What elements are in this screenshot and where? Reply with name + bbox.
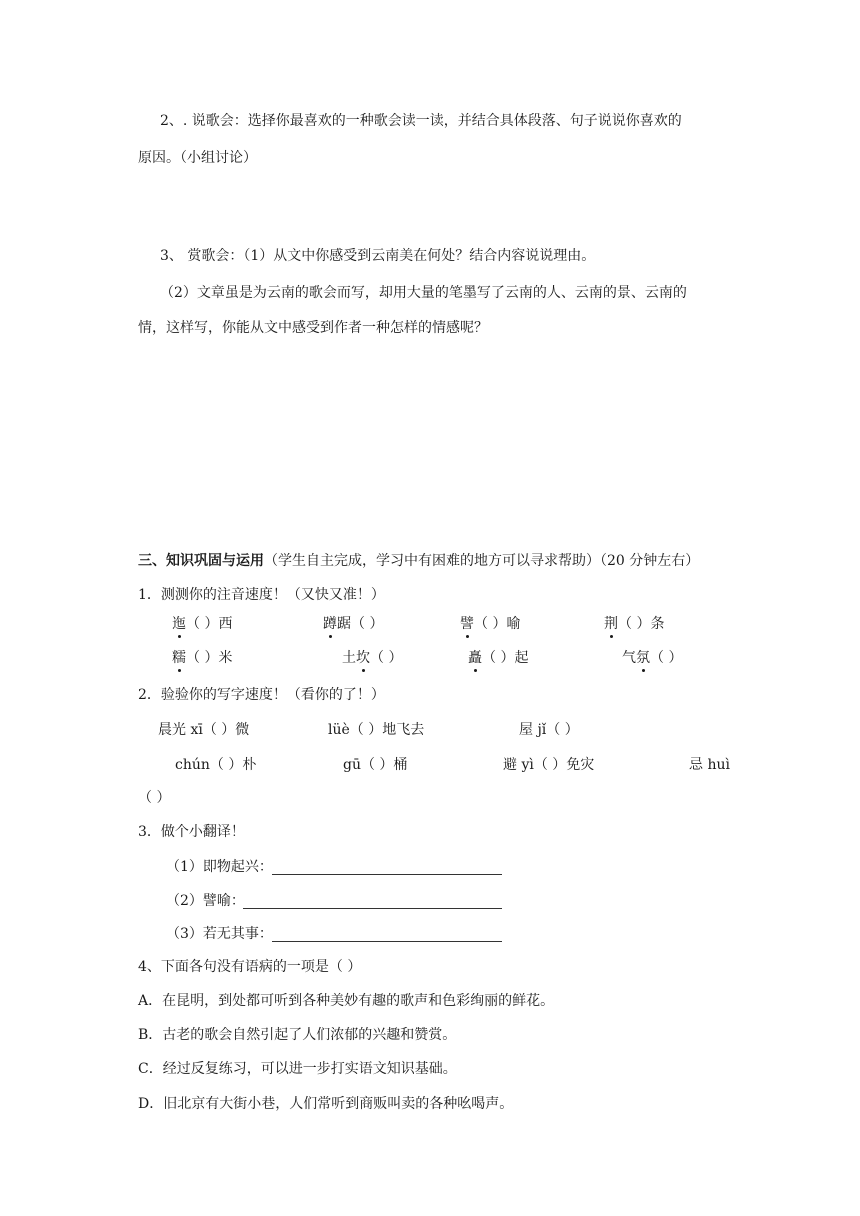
q3-item-1: （1）即物起兴： — [166, 859, 273, 875]
q1-row2-item-3 — [468, 648, 528, 668]
q1-row2-item-4: 气氛（ ） — [622, 650, 683, 666]
q1-row1-char-2: 蹲 — [323, 616, 337, 632]
section-3-heading — [138, 551, 699, 571]
q2-line-1: 2、. 说歌会：选择你最喜欢的一种歌会读一读，并结合具体段落、句子说说你喜欢的 — [160, 113, 682, 129]
q4-option-b: B．古老的歌会自然引起了人们浓郁的兴趣和赞赏。 — [138, 1027, 457, 1043]
q3-item-3: （3）若无其事： — [166, 926, 273, 942]
q1-row2-char-4: 氛 — [636, 650, 650, 666]
q1-row1-blank-2: 踞（ ） — [337, 616, 384, 632]
q1-row1-item-2 — [323, 614, 383, 634]
q1-row2-blank-1: （ ）米 — [186, 650, 233, 666]
q2-row2-item-1: chún（ ）朴 — [175, 757, 257, 773]
q4-title: 4、下面各句没有语病的一项是（ ） — [138, 959, 362, 975]
q3-title: 3．做个小翻译！ — [138, 824, 245, 840]
q1-row1-blank-4: （ ）条 — [618, 616, 665, 632]
q1-row1-item-4 — [604, 614, 664, 634]
q1-row1-item-1 — [172, 614, 232, 634]
q1-row1-blank-1: （ ）西 — [186, 616, 233, 632]
q1-row1-char-3: 譬 — [460, 616, 474, 632]
q2-row1-item-1: 晨光 xī（ ）微 — [158, 722, 250, 738]
q2-row1-item-2: lüè（ ）地飞去 — [328, 722, 425, 738]
q2-row2-item-3: 避 yì（ ）免灾 — [503, 757, 595, 773]
q1-row1-blank-3: （ ）喻 — [474, 616, 521, 632]
q2-line-2: 原因。（小组讨论） — [138, 150, 257, 166]
q1-title: 1．测测你的注音速度！（又快又准！） — [138, 587, 385, 603]
q4-option-c: C．经过反复练习，可以进一步打实语文知识基础。 — [138, 1061, 457, 1077]
q1-row1-char-4: 荆 — [604, 616, 618, 632]
q2-row1-item-3: 屋 jǐ（ ） — [519, 722, 579, 738]
q3-line-2: （2）文章虽是为云南的歌会而写，却用大量的笔墨写了云南的人、云南的景、云南的 — [160, 285, 687, 301]
q1-row2-char-2: 坎 — [356, 650, 370, 666]
q3-line-1: 3、 赏歌会：（1）从文中你感受到云南美在何处？结合内容说说理由。 — [160, 248, 596, 264]
q1-row2-char-1: 糯 — [172, 650, 186, 666]
q4-option-d: D．旧北京有大街小巷，人们常听到商贩叫卖的各种吆喝声。 — [138, 1096, 514, 1112]
q2-title: 2．验验你的写字速度！（看你的了！） — [138, 687, 385, 703]
q2-row2-item-2: gū（ ）桶 — [343, 757, 408, 773]
q3-line-3: 情，这样写，你能从文中感受到作者一种怎样的情感呢？ — [138, 320, 488, 336]
q2-row2-item-4: 忌 huì — [689, 757, 730, 773]
q4-option-a: A．在昆明，到处都可听到各种美妙有趣的歌声和色彩绚丽的鲜花。 — [138, 993, 555, 1009]
q3-answer-line-3[interactable] — [272, 941, 502, 942]
q3-answer-line-2[interactable] — [243, 908, 502, 909]
q1-row2-item-2: 土坎（ ） — [342, 650, 403, 666]
q2-row3: （ ） — [138, 790, 171, 806]
q1-row1-char-1: 迤 — [172, 616, 186, 632]
q1-row2-char-3: 矗 — [468, 650, 482, 666]
q1-row1-item-3 — [460, 614, 520, 634]
q1-row2-blank-3: （ ）起 — [482, 650, 529, 666]
q1-row2-item-1 — [172, 648, 232, 668]
section-3-heading-title: 三、知识巩固与运用 — [138, 553, 264, 569]
q1-row2-blank-2: （ ） — [370, 650, 403, 666]
q3-answer-line-1[interactable] — [272, 874, 502, 875]
section-3-heading-note: （学生自主完成，学习中有困难的地方可以寻求帮助）（20 分钟左右） — [264, 553, 700, 569]
q1-row2-blank-4: （ ） — [650, 650, 683, 666]
q3-item-2: （2）譬喻： — [166, 893, 245, 909]
